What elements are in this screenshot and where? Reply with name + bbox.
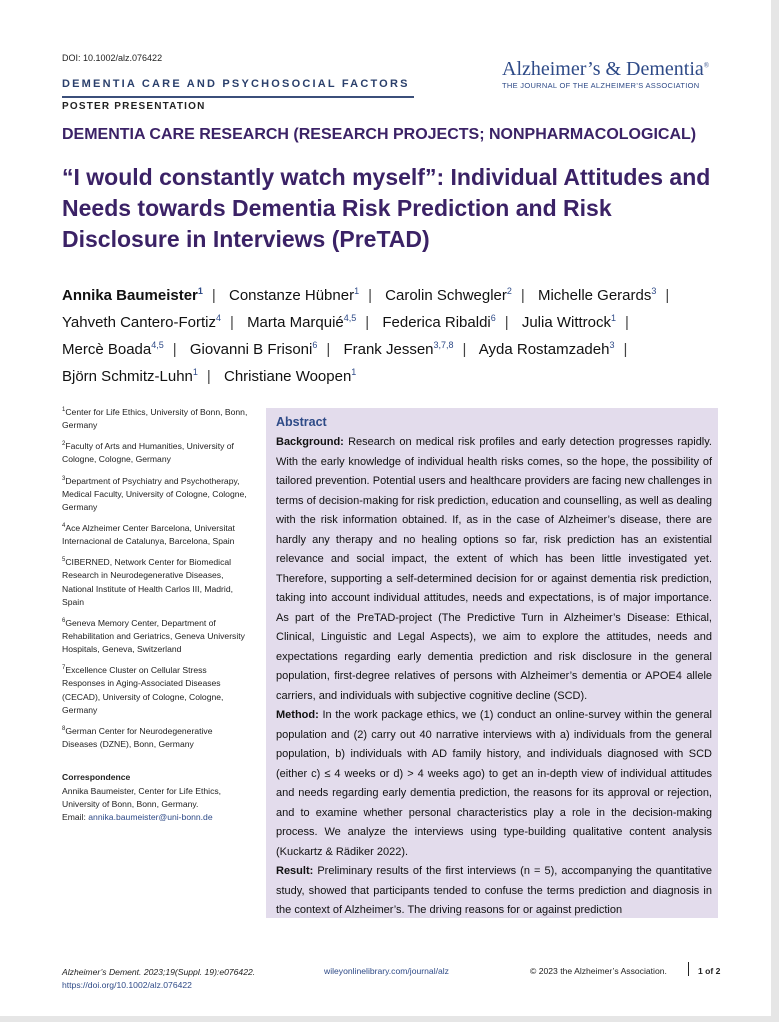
author-name: Mercè Boada$^{4,5}$ bbox=[62, 340, 164, 358]
correspondence-heading: Correspondence bbox=[62, 772, 131, 783]
author-affiliation-ref[interactable]: 1 bbox=[611, 313, 617, 323]
author-name: Björn Schmitz-Luhn$^1$ bbox=[62, 367, 198, 385]
affiliation-item: $^8$German Center for Neurodegenerative Diseases (DZNE), Bonn, Germany bbox=[62, 725, 213, 750]
author-name: Yahveth Cantero-Fortiz$^4$ bbox=[62, 313, 221, 331]
author-affiliation-ref[interactable]: 6 bbox=[312, 340, 318, 350]
author-name: Constanze Hübner$^1$ bbox=[228, 286, 360, 304]
journal-name: Alzheimer’s & Dementia® bbox=[502, 58, 710, 80]
correspondence-text: Annika Baumeister, Center for Life Ethics, University of Bonn, Bonn, Germany. bbox=[62, 785, 222, 809]
author-affiliation-ref[interactable]: 1 bbox=[192, 367, 198, 377]
footer-citation: Alzheimer’s Dement. 2023;19(Suppl. 19):e076422. bbox=[62, 967, 256, 977]
subject-heading: DEMENTIA CARE RESEARCH (RESEARCH PROJECTS; NONPHARMACOLOGICAL) bbox=[62, 126, 697, 143]
author-affiliation-ref[interactable]: 4,5 bbox=[343, 313, 357, 323]
author-separator: | bbox=[229, 314, 234, 331]
affiliation-item: $^2$Faculty of Arts and Humanities, University of Cologne, Cologne, Germany bbox=[62, 441, 234, 465]
author-affiliation-ref[interactable]: 3 bbox=[609, 340, 615, 350]
footer-site-link[interactable]: wileyonlinelibrary.com/journal/alz bbox=[324, 966, 449, 976]
abstract-result: Result: Preliminary results of the first interviews (n = 5), accompanying the quantitative study, showed that participants tended to confuse the terms prediction and diagnosis in the context of Alzheimer’s. The driving reasons for or against prediction bbox=[276, 865, 712, 916]
author-affiliation-ref[interactable]: 6 bbox=[490, 313, 496, 323]
page-number: 1 of 2 bbox=[698, 966, 721, 976]
section-category: DEMENTIA CARE AND PSYCHOSOCIAL FACTORS bbox=[62, 78, 410, 90]
author-name: Federica Ribaldi$^6$ bbox=[382, 313, 496, 331]
affiliation-item: $^1$Center for Life Ethics, University of Bonn, Bonn, Germany bbox=[62, 406, 248, 431]
footer-doi-link[interactable]: https://doi.org/10.1002/alz.076422 bbox=[62, 980, 192, 990]
author-separator: | bbox=[462, 341, 467, 358]
author-name: Giovanni B Frisoni$^6$ bbox=[189, 340, 318, 358]
doi: DOI: 10.1002/alz.076422 bbox=[62, 53, 163, 63]
abstract-background: Background: Research on medical risk profiles and early detection progresses rapidly. With the early knowledge of individual health risks comes, so the hope, the possibility of tailored prevention. Potential users and healthcare providers are facing new challenges in terms of decision-making for risk prediction, education and counselling, as well as dealing with the risk information obtained. If, as in the case of Alzheimer’s disease, there are hardly any therapy and no healing options so far, risk prediction has an existential relevance and social impact, the extent of which has been little investigated yet. Therefore, supporting a self-determined decision for or against dementia risk prediction, taking into account individual attitudes, needs and expectations, is of major importance. As part of the PreTAD-project (The Predictive Turn in Alzheimer’s Disease: Ethical, Clinical, Linguistic and Legal Aspects), we aim to explore the attitudes, needs and expectations regarding early dementia prediction and risk disclosure in the general population, first-degree relatives of persons with Alzheimer’s dementia or APOE4 allele carriers, and individuals with subjective cognitive decline (SCD). bbox=[276, 436, 712, 702]
author-name: Carolin Schwegler$^2$ bbox=[385, 286, 512, 304]
affiliation-item: $^6$Geneva Memory Center, Department of Rehabilitation and Geriatrics, Geneva University Hospitals, Geneva, Switzerland bbox=[62, 617, 245, 655]
author-affiliation-ref[interactable]: 2 bbox=[506, 286, 512, 296]
author-separator: | bbox=[211, 287, 216, 304]
author-affiliation-ref[interactable]: 4 bbox=[215, 313, 221, 323]
author-list bbox=[62, 280, 742, 388]
article-title: “I would constantly watch myself”: Individual Attitudes and Needs towards Dementia Risk Prediction and Risk Disclosure in Interviews (PreTAD) bbox=[62, 164, 711, 252]
journal-subtitle: THE JOURNAL OF THE ALZHEIMER’S ASSOCIATION bbox=[502, 81, 700, 90]
journal-logo bbox=[502, 58, 718, 90]
author-separator: | bbox=[623, 341, 628, 358]
author-name: Michelle Gerards$^3$ bbox=[537, 286, 657, 304]
footer-citation-block bbox=[62, 966, 255, 992]
author-name: Christiane Woopen$^1$ bbox=[224, 367, 357, 385]
author-name: Julia Wittrock$^1$ bbox=[521, 313, 617, 331]
author-separator: | bbox=[665, 287, 670, 304]
author-name: Ayda Rostamzadeh$^3$ bbox=[478, 340, 615, 358]
author-name: Annika Baumeister$^1$ bbox=[62, 286, 203, 304]
affiliation-item: $^5$CIBERNED, Network Center for Biomedical Research in Neurodegenerative Diseases, National Institute of Health Carlos III, Madrid, Spain bbox=[62, 557, 233, 607]
footer-copyright: © 2023 the Alzheimer’s Association. bbox=[530, 966, 667, 976]
author-separator: | bbox=[625, 314, 629, 331]
abstract-method: Method: In the work package ethics, we (1) conduct an online-survey within the general population and (2) carry out 40 narrative interviews with a) individuals from the general population, b) individuals with AD family history, and individuals diagnosed with SCD (either c) ≤ 4 weeks or d) > 4 weeks ago) to get an in-depth view of individual attitudes and needs regarding early dementia prediction, the reasons for its approval or rejection, and to examine whether personal characteristics play a role in the decision-making process. We analyze the interviews using type-building qualitative content analysis (Kuckartz & Rädiker 2022). bbox=[276, 709, 712, 858]
email-link[interactable]: annika.baumeister@uni-bonn.de bbox=[88, 811, 213, 822]
author-separator: | bbox=[520, 287, 525, 304]
author-separator: | bbox=[172, 341, 177, 358]
author-affiliation-ref[interactable]: 1 bbox=[197, 286, 203, 296]
author-separator: | bbox=[365, 314, 370, 331]
author-affiliation-ref[interactable]: 4,5 bbox=[151, 340, 164, 350]
author-name: Frank Jessen$^{3,7,8}$ bbox=[343, 340, 454, 358]
affiliation-item: $^7$Excellence Cluster on Cellular Stress Responses in Aging-Associated Diseases (CECAD), University of Cologne, Cologne, Germany bbox=[62, 665, 224, 715]
author-affiliation-ref[interactable]: 1 bbox=[351, 367, 357, 377]
correspondence-email: Email: annika.baumeister@uni-bonn.de bbox=[62, 811, 213, 822]
author-separator: | bbox=[326, 341, 331, 358]
affiliation-item: $^4$Ace Alzheimer Center Barcelona, Universitat Internacional de Catalunya, Barcelona, Spain bbox=[62, 522, 235, 547]
author-separator: | bbox=[368, 287, 372, 304]
affiliations bbox=[62, 404, 248, 824]
category-rule bbox=[62, 96, 414, 98]
author-affiliation-ref[interactable]: 1 bbox=[354, 286, 360, 296]
author-affiliation-ref[interactable]: 3 bbox=[651, 286, 657, 296]
abstract-heading: Abstract bbox=[276, 415, 327, 429]
abstract-box bbox=[266, 408, 718, 918]
author-affiliation-ref[interactable]: 3,7,8 bbox=[433, 340, 454, 350]
author-name: Marta Marquié$^{4,5}$ bbox=[247, 313, 357, 331]
affiliation-item: $^3$Department of Psychiatry and Psychotherapy, Medical Faculty, University of Cologne, Cologne, Germany bbox=[62, 475, 247, 512]
article-type: POSTER PRESENTATION bbox=[62, 101, 206, 112]
author-separator: | bbox=[504, 314, 509, 331]
footer-divider bbox=[688, 962, 689, 976]
author-separator: | bbox=[206, 368, 211, 385]
